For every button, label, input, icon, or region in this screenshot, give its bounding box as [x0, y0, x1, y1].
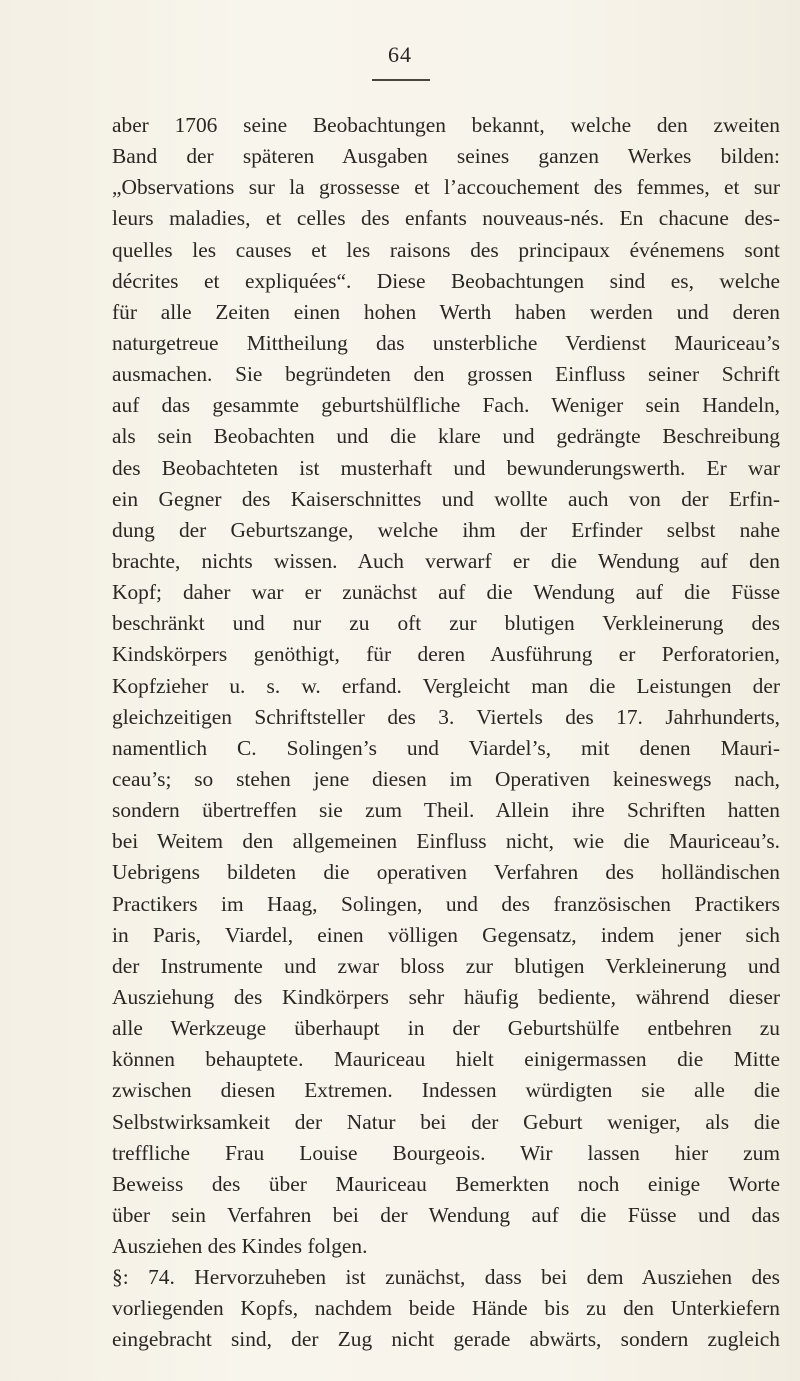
- text-line: in Paris, Viardel, einen völligen Gegensatz, indem jener sich: [112, 922, 780, 947]
- text-line: Kindskörpers genöthigt, für deren Ausführung er Perforatorien,: [112, 642, 780, 667]
- text-line: Kopf; daher war er zunächst auf die Wendung auf die Füsse: [112, 580, 780, 605]
- text-line: §: 74. Hervorzuheben ist zunächst, dass bei dem Ausziehen des: [112, 1265, 780, 1290]
- text-line: als sein Beobachten und die klare und gedrängte Beschreibung: [112, 424, 780, 449]
- text-line: brachte, nichts wissen. Auch verwarf er die Wendung auf den: [112, 548, 780, 573]
- text-line: über sein Verfahren bei der Wendung auf die Füsse und das: [112, 1202, 780, 1227]
- page-number: 64: [388, 42, 412, 67]
- text-line: für alle Zeiten einen hohen Werth haben werden und deren: [112, 299, 780, 324]
- text-line: Ausziehung des Kindkörpers sehr häufig bediente, während dieser: [112, 984, 780, 1009]
- text-line: des Beobachteten ist musterhaft und bewunderungswerth. Er war: [112, 455, 780, 480]
- text-line: alle Werkzeuge überhaupt in der Geburtshülfe entbehren zu: [112, 1016, 780, 1041]
- text-line: décrites et expliquées“. Diese Beobachtungen sind es, welche: [112, 268, 780, 293]
- text-line: Kopfzieher u. s. w. erfand. Vergleicht man die Leistungen der: [112, 673, 780, 698]
- text-line: eingebracht sind, der Zug nicht gerade abwärts, sondern zugleich: [112, 1327, 780, 1352]
- text-line: naturgetreue Mittheilung das unsterbliche Verdienst Mauriceau’s: [112, 330, 780, 355]
- text-line: vorliegenden Kopfs, nachdem beide Hände bis zu den Unterkiefern: [112, 1296, 780, 1321]
- text-line: Uebrigens bildeten die operativen Verfahren des holländischen: [112, 860, 780, 885]
- text-line: ausmachen. Sie begründeten den grossen Einfluss seiner Schrift: [112, 362, 780, 387]
- text-line: aber 1706 seine Beobachtungen bekannt, welche den zweiten: [112, 113, 780, 137]
- text-line: ceau’s; so stehen jene diesen im Operativen keineswegs nach,: [112, 766, 780, 791]
- body-text: [112, 110, 780, 1356]
- text-line: Beweiss des über Mauriceau Bemerkten noch einige Worte: [112, 1171, 780, 1196]
- text-line: Practikers im Haag, Solingen, und des französischen Practikers: [112, 891, 780, 916]
- text-line: Selbstwirksamkeit der Natur bei der Geburt weniger, als die: [112, 1109, 780, 1134]
- text-line: auf das gesammte geburtshülfliche Fach. Weniger sein Handeln,: [112, 393, 780, 418]
- text-line: namentlich C. Solingen’s und Viardel’s, mit denen Mauri-: [112, 735, 780, 760]
- text-line: Ausziehen des Kindes folgen.: [112, 1234, 368, 1259]
- text-line: können behauptete. Mauriceau hielt einigermassen die Mitte: [112, 1047, 780, 1072]
- text-line: bei Weitem den allgemeinen Einfluss nicht, wie die Mauriceau’s.: [112, 829, 780, 854]
- text-line: leurs maladies, et celles des enfants nouveaus-nés. En chacune des-: [112, 206, 780, 231]
- text-line: zwischen diesen Extremen. Indessen würdigten sie alle die: [112, 1078, 780, 1103]
- text-line: der Instrumente und zwar bloss zur blutigen Verkleinerung und: [112, 953, 780, 978]
- text-line: beschränkt und nur zu oft zur blutigen Verkleinerung des: [112, 611, 780, 636]
- text-line: „Observations sur la grossesse et l’accouchement des femmes, et sur: [112, 175, 780, 200]
- page-number-underline: [372, 79, 430, 81]
- text-line: ein Gegner des Kaiserschnittes und wollte auch von der Erfin-: [112, 486, 780, 511]
- text-line: quelles les causes et les raisons des principaux événemens sont: [112, 237, 780, 262]
- text-line: gleichzeitigen Schriftsteller des 3. Viertels des 17. Jahrhunderts,: [112, 704, 780, 729]
- text-line: sondern übertreffen sie zum Theil. Allein ihre Schriften hatten: [112, 798, 780, 823]
- text-line: Band der späteren Ausgaben seines ganzen Werkes bilden:: [112, 144, 780, 169]
- text-line: treffliche Frau Louise Bourgeois. Wir lassen hier zum: [112, 1140, 780, 1165]
- text-line: dung der Geburtszange, welche ihm der Erfinder selbst nahe: [112, 517, 780, 542]
